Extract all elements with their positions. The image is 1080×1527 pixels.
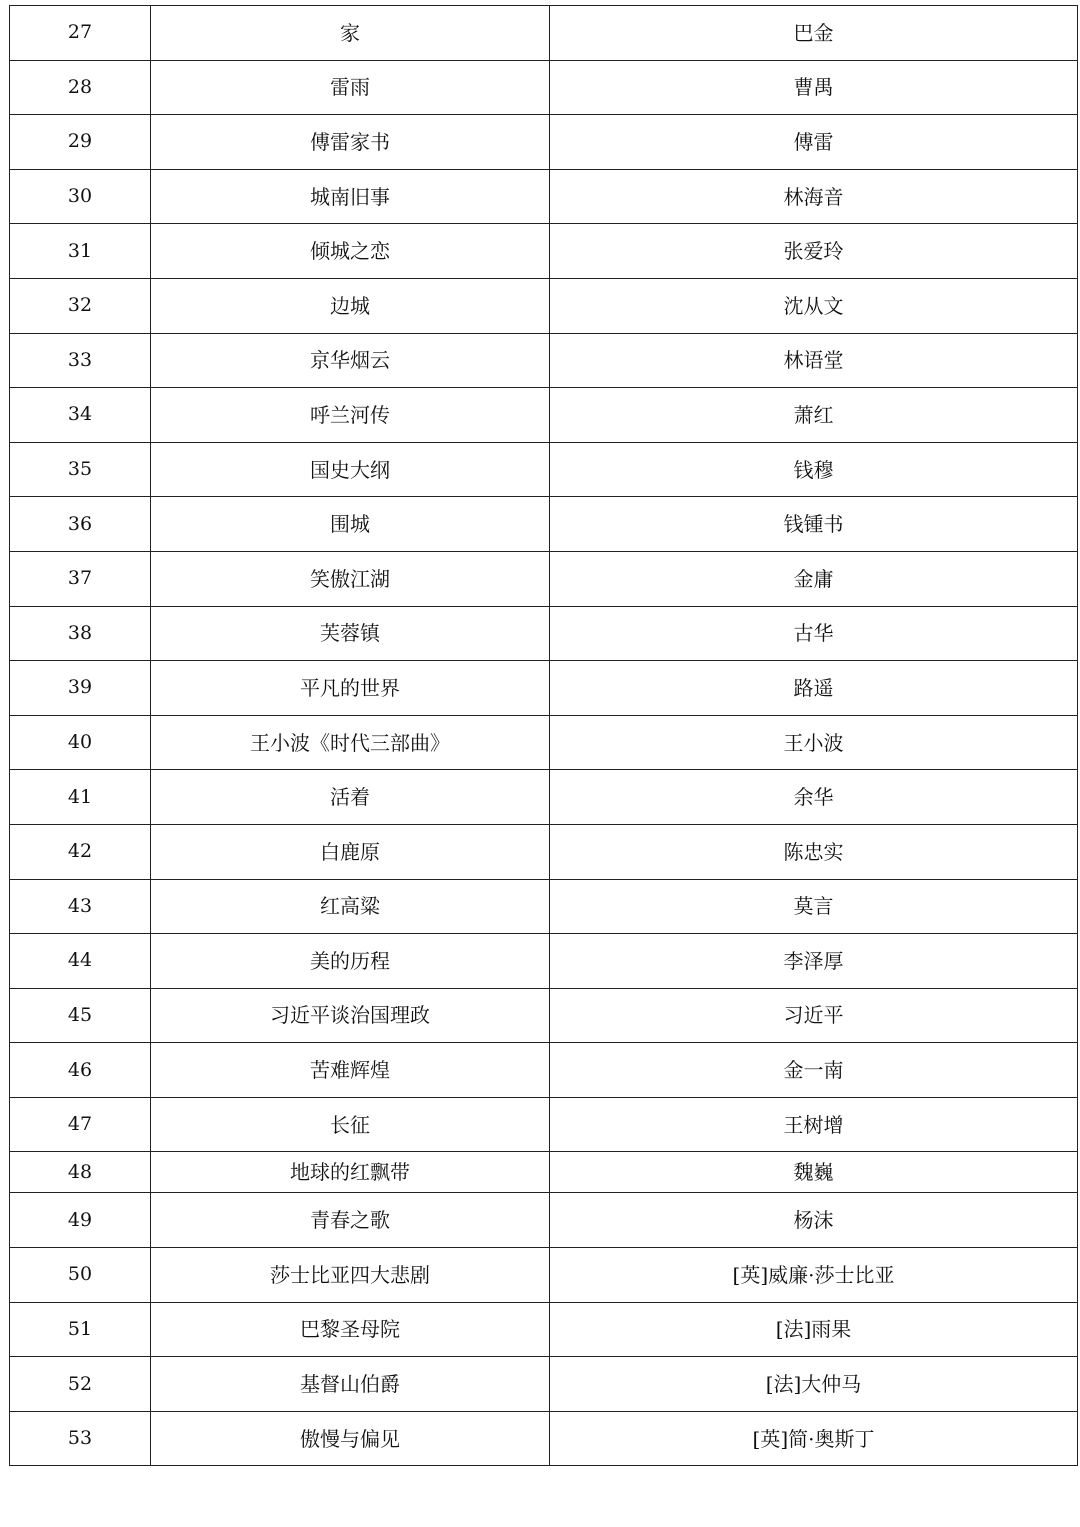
author-cell: 张爱玲 [550,224,1078,279]
author-cell: 王小波 [550,715,1078,770]
book-title-cell: 地球的红飘带 [151,1152,550,1193]
book-title-cell: 巴黎圣母院 [151,1302,550,1357]
table-row [10,1043,1078,1098]
book-title-cell: 城南旧事 [151,169,550,224]
author-cell: 古华 [550,606,1078,661]
book-title-cell: 莎士比亚四大悲剧 [151,1248,550,1303]
table-row [10,879,1078,934]
author-cell: 路遥 [550,661,1078,716]
book-title-cell: 雷雨 [151,60,550,115]
row-number-cell: 34 [10,388,151,443]
book-title-cell: 苦难辉煌 [151,1043,550,1098]
author-cell: 陈忠实 [550,824,1078,879]
row-number-cell: 32 [10,278,151,333]
book-title-cell: 青春之歌 [151,1193,550,1248]
book-title-cell: 活着 [151,770,550,825]
table-row [10,661,1078,716]
author-cell: 萧红 [550,388,1078,443]
row-number-cell: 31 [10,224,151,279]
row-number-cell: 30 [10,169,151,224]
row-number-cell: 50 [10,1248,151,1303]
table-row [10,1097,1078,1152]
book-title-cell: 围城 [151,497,550,552]
row-number-cell: 42 [10,824,151,879]
table-row [10,1357,1078,1412]
book-title-cell: 笑傲江湖 [151,551,550,606]
author-cell: [英]威廉·莎士比亚 [550,1248,1078,1303]
author-cell: 钱穆 [550,442,1078,497]
author-cell: 王树增 [550,1097,1078,1152]
book-title-cell: 京华烟云 [151,333,550,388]
author-cell: 杨沫 [550,1193,1078,1248]
author-cell: 金庸 [550,551,1078,606]
book-title-cell: 基督山伯爵 [151,1357,550,1412]
book-title-cell: 边城 [151,278,550,333]
table-row [10,6,1078,61]
table-row [10,1248,1078,1303]
table-row [10,551,1078,606]
row-number-cell: 44 [10,934,151,989]
author-cell: 李泽厚 [550,934,1078,989]
row-number-cell: 36 [10,497,151,552]
row-number-cell: 33 [10,333,151,388]
author-cell: 曹禺 [550,60,1078,115]
row-number-cell: 47 [10,1097,151,1152]
row-number-cell: 38 [10,606,151,661]
book-title-cell: 美的历程 [151,934,550,989]
book-title-cell: 长征 [151,1097,550,1152]
table-row [10,715,1078,770]
author-cell: 傅雷 [550,115,1078,170]
row-number-cell: 51 [10,1302,151,1357]
author-cell: 林海音 [550,169,1078,224]
author-cell: 余华 [550,770,1078,825]
row-number-cell: 45 [10,988,151,1043]
table-row [10,333,1078,388]
book-title-cell: 呼兰河传 [151,388,550,443]
author-cell: 莫言 [550,879,1078,934]
table-row [10,1193,1078,1248]
row-number-cell: 48 [10,1152,151,1193]
author-cell: [英]简·奥斯丁 [550,1411,1078,1466]
table-row [10,1411,1078,1466]
row-number-cell: 41 [10,770,151,825]
table-row [10,60,1078,115]
table-row [10,442,1078,497]
book-list-table [9,5,1078,1466]
author-cell: 习近平 [550,988,1078,1043]
book-title-cell: 红高粱 [151,879,550,934]
row-number-cell: 40 [10,715,151,770]
book-title-cell: 王小波《时代三部曲》 [151,715,550,770]
table-row [10,770,1078,825]
author-cell: 巴金 [550,6,1078,61]
row-number-cell: 43 [10,879,151,934]
book-title-cell: 平凡的世界 [151,661,550,716]
table-row [10,824,1078,879]
book-title-cell: 倾城之恋 [151,224,550,279]
book-title-cell: 芙蓉镇 [151,606,550,661]
table-row [10,224,1078,279]
table-row [10,169,1078,224]
book-list-body [10,6,1078,1466]
author-cell: 钱锺书 [550,497,1078,552]
row-number-cell: 27 [10,6,151,61]
row-number-cell: 52 [10,1357,151,1412]
row-number-cell: 53 [10,1411,151,1466]
row-number-cell: 37 [10,551,151,606]
row-number-cell: 39 [10,661,151,716]
table-row [10,115,1078,170]
row-number-cell: 29 [10,115,151,170]
author-cell: 沈从文 [550,278,1078,333]
row-number-cell: 46 [10,1043,151,1098]
author-cell: 魏巍 [550,1152,1078,1193]
row-number-cell: 28 [10,60,151,115]
book-title-cell: 白鹿原 [151,824,550,879]
author-cell: [法]大仲马 [550,1357,1078,1412]
table-row [10,934,1078,989]
author-cell: [法]雨果 [550,1302,1078,1357]
book-title-cell: 家 [151,6,550,61]
book-title-cell: 傲慢与偏见 [151,1411,550,1466]
book-title-cell: 习近平谈治国理政 [151,988,550,1043]
table-row [10,278,1078,333]
book-title-cell: 傅雷家书 [151,115,550,170]
table-row [10,1302,1078,1357]
author-cell: 金一南 [550,1043,1078,1098]
table-row [10,497,1078,552]
author-cell: 林语堂 [550,333,1078,388]
row-number-cell: 35 [10,442,151,497]
book-title-cell: 国史大纲 [151,442,550,497]
table-row [10,1152,1078,1193]
table-row [10,988,1078,1043]
table-row [10,606,1078,661]
table-row [10,388,1078,443]
row-number-cell: 49 [10,1193,151,1248]
